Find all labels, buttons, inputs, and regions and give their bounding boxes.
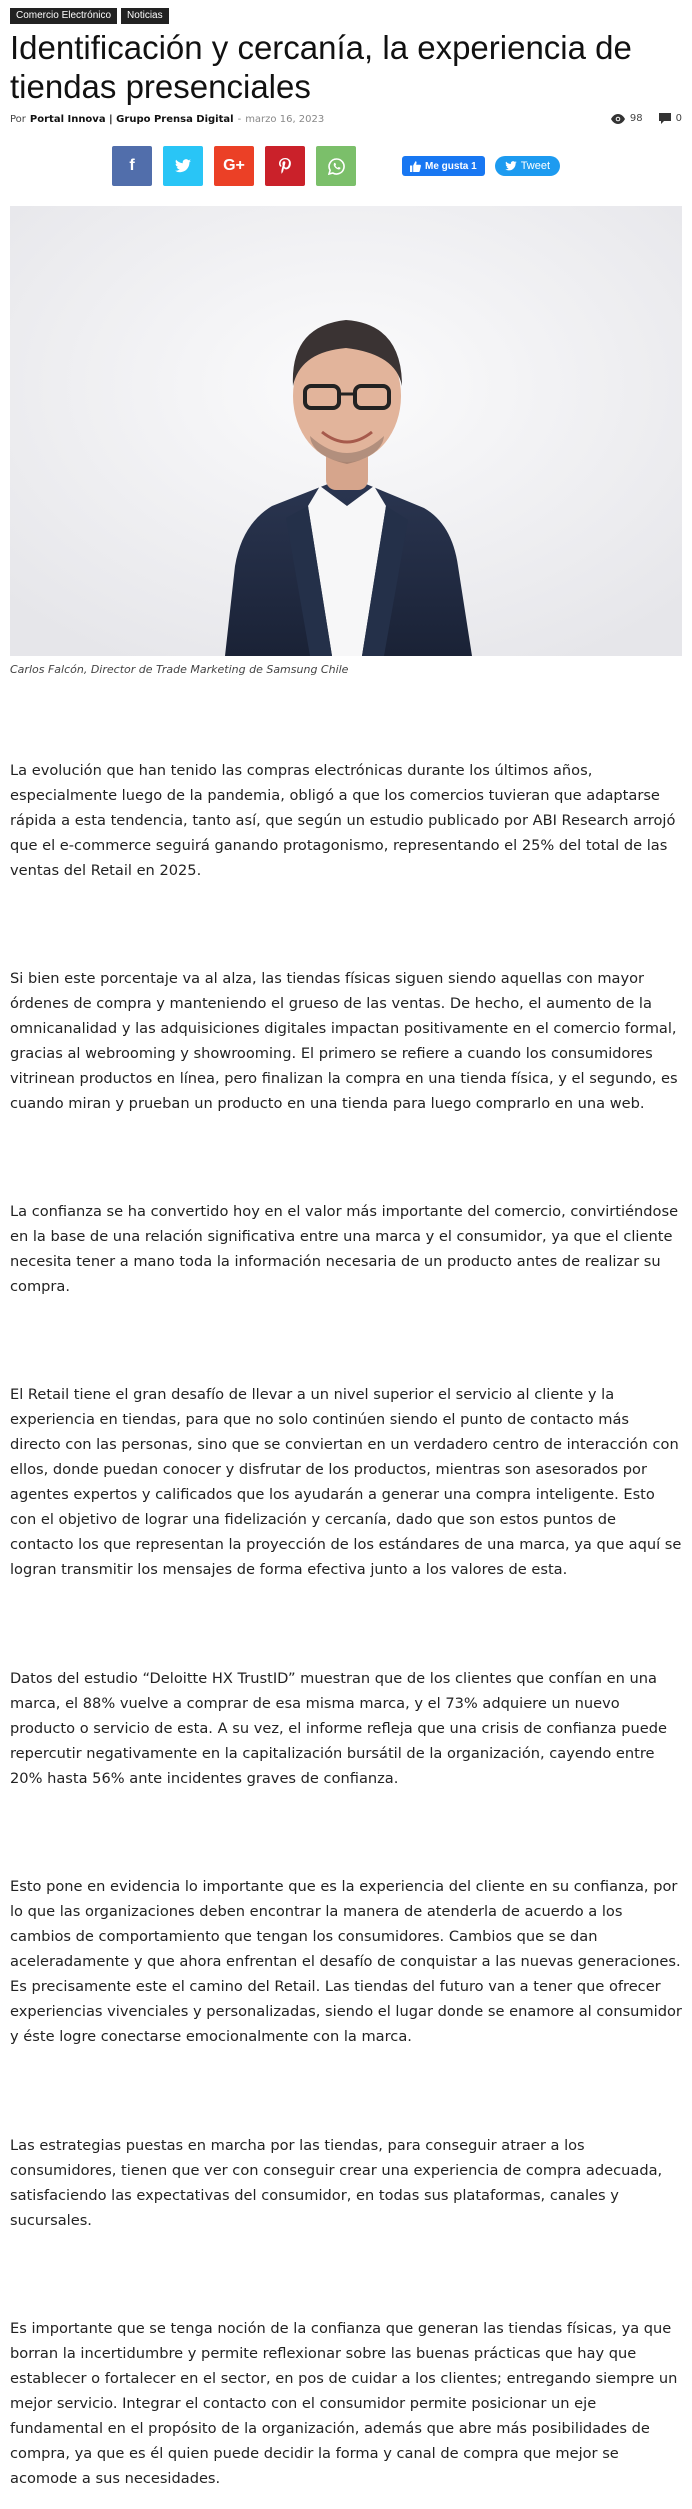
paragraph-7: Las estrategias puestas en marcha por las tiendas, para conseguir atraer a los consumidores, tienen que ver con conseguir crear una experiencia de compra adecuada, satisfaciendo las expectativas del consumidor, en todas sus plataformas, canales y sucursales.	[10, 2137, 663, 2229]
paragraph-1: La evolución que han tenido las compras electrónicas durante los últimos años, especialmente luego de la pandemia, obligó a que los comercios tuvieran que adaptarse rápida a esta tendencia, tanto así, que según un estudio publicado por ABI Research arrojó que el e-commerce seguirá ganando protagonismo, representando el 25% del total de las ventas del Retail en 2025.	[10, 762, 676, 879]
tweet-button[interactable]	[495, 156, 560, 176]
meta-separator: -	[237, 114, 242, 125]
thumbs-up-icon	[410, 161, 421, 172]
comment-icon	[659, 113, 671, 124]
share-twitter-button[interactable]	[163, 146, 203, 186]
eye-icon	[611, 114, 625, 124]
portrait-illustration	[10, 206, 682, 656]
bird-icon	[505, 161, 517, 171]
article-stats	[611, 113, 682, 124]
category-tag-comercio[interactable]: Comercio Electrónico	[10, 8, 117, 24]
googleplus-icon: G+	[223, 157, 245, 174]
like-label: Me gusta 1	[425, 160, 477, 172]
paragraph-8: Es importante que se tenga noción de la confianza que generan las tiendas físicas, ya que borran la incertidumbre y permite reflexionar sobre las buenas prácticas que hay que establecer o fortalecer en el sector, en pos de cuidar a los clientes; entregando siempre un mejor servicio. Integrar el contacto con el consumidor permite posicionar un eje fundamental en el propósito de la organización, además que abre más posibilidades de compra, ya que es él quien puede decidir la forma y canal de compra que mejor se acomode a sus necesidades.	[10, 2320, 678, 2487]
twitter-icon	[175, 159, 191, 173]
comments-value: 0	[675, 113, 682, 124]
featured-image	[10, 206, 682, 656]
author-link[interactable]: Portal Innova | Grupo Prensa Digital	[29, 114, 234, 125]
share-facebook-button[interactable]	[112, 146, 152, 186]
author-prefix: Por	[10, 114, 26, 125]
views-count	[611, 113, 643, 124]
paragraph-4: El Retail tiene el gran desafío de llevar a un nivel superior el servicio al cliente y la experiencia en tiendas, para que no solo continúen siendo el punto de contacto más directo con las personas, sino que se conviertan en un verdadero centro de interacción con ellos, donde puedan conocer y disfrutar de los productos, mientras son asesorados por agentes expertos y calificados que los ayudarán a generar una compra inteligente. Esto con el objetivo de lograr una fidelización y cercanía, dado que son estos puntos de contacto los que representan la proyección de los estándares de una marca, ya que aquí se logran transmitir los mensajes de forma efectiva junto a los valores de esta.	[10, 1386, 682, 1578]
share-buttons	[112, 146, 356, 186]
paragraph-5: Datos del estudio “Deloitte HX TrustID” muestran que de los clientes que confían en una marca, el 88% vuelve a comprar de esa misma marca, y el 73% adquiere un nuevo producto o servicio de esta. A su vez, el informe refleja que una crisis de confianza puede repercutir negativamente en la capitalización bursátil de la organización, cayendo entre 20% hasta 56% ante incidentes graves de confianza.	[10, 1670, 667, 1787]
comments-count[interactable]	[659, 113, 682, 124]
views-value: 98	[629, 113, 643, 124]
publish-date: marzo 16, 2023	[245, 114, 325, 125]
share-pinterest-button[interactable]	[265, 146, 305, 186]
image-caption: Carlos Falcón, Director de Trade Marketing de Samsung Chile	[10, 663, 349, 676]
facebook-like-button[interactable]	[402, 156, 485, 176]
share-googleplus-button[interactable]	[214, 146, 254, 186]
share-whatsapp-button[interactable]	[316, 146, 356, 186]
article-title: Identificación y cercanía, la experiencia de tiendas presenciales	[10, 29, 632, 105]
pinterest-icon	[279, 158, 291, 174]
paragraph-6: Esto pone en evidencia lo importante que es la experiencia del cliente en su confianza, por lo que las organizaciones deben encontrar la manera de atenderla de acuerdo a los cambios de comportamiento que tengan los consumidores. Cambios que se dan aceleradamente y que ahora enfrentan el desafío de conquistar a las nuevas generaciones. Es precisamente este el camino del Retail. Las tiendas del futuro van a tener que ofrecer experiencias vivenciales y personalizadas, siendo el lugar donde se enamore al consumidor y éste logre conectarse emocionalmente con la marca.	[10, 1878, 682, 2045]
category-tag-noticias[interactable]: Noticias	[121, 8, 169, 24]
tweet-label: Tweet	[520, 160, 551, 172]
facebook-icon: f	[129, 157, 135, 174]
whatsapp-icon	[328, 158, 345, 175]
category-tags	[10, 8, 169, 24]
paragraph-2: Si bien este porcentaje va al alza, las tiendas físicas siguen siendo aquellas con mayor órdenes de compra y manteniendo el grueso de las ventas. De hecho, el aumento de la omnicanalidad y las adquisiciones digitales impactan positivamente en el comercio formal, gracias al webrooming y showrooming. El primero se refiere a cuando los consumidores vitrinean productos en línea, pero finalizan la compra en una tienda física, y el segundo, es cuando miran y prueban un producto en una tienda para luego comprarlo en una web.	[10, 970, 678, 1112]
social-counters	[402, 156, 560, 176]
article-meta	[10, 114, 324, 125]
paragraph-3: La confianza se ha convertido hoy en el valor más importante del comercio, convirtiéndose en la base de una relación significativa entre una marca y el consumidor, ya que el cliente necesita tener a mano toda la información necesaria de un producto antes de realizar su compra.	[10, 1203, 679, 1295]
